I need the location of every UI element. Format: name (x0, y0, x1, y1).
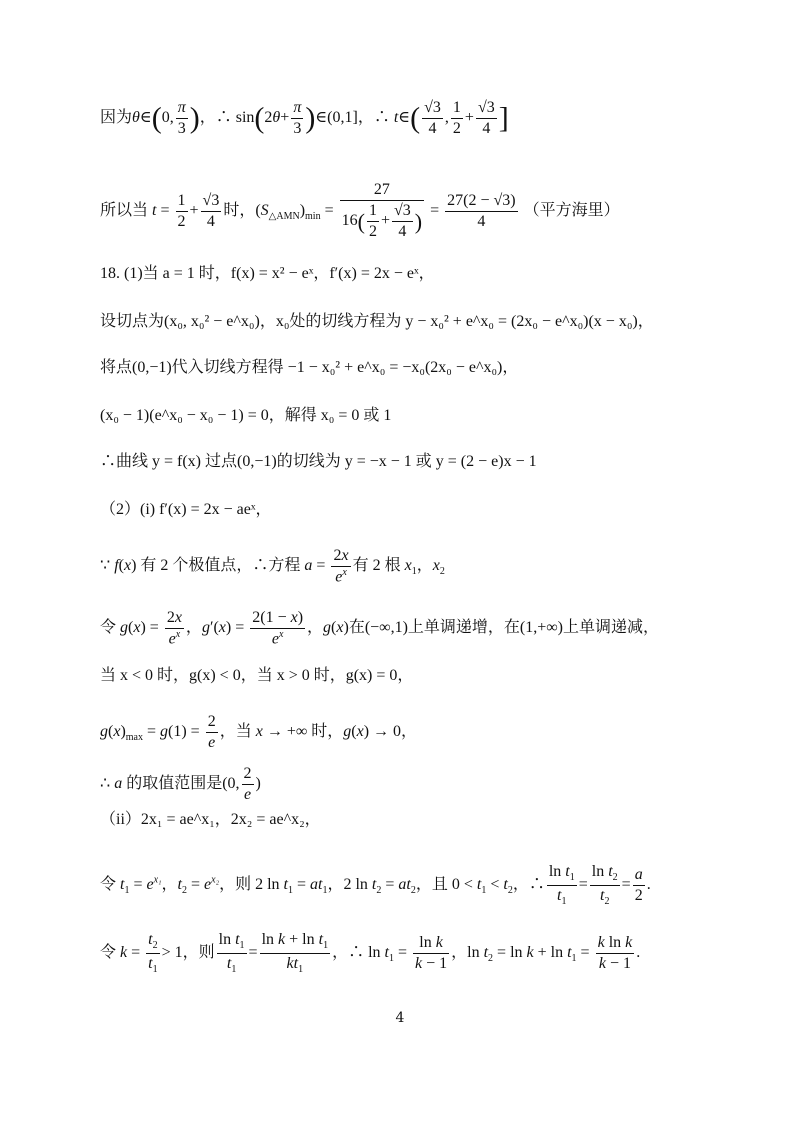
line-7: ∴曲线 y = f(x) 过点(0,−1)的切线为 y = −x − 1 或 y = (2 − e)x − 1 (100, 453, 537, 470)
line-13 (100, 764, 740, 805)
line-14: （ii）2x₁ = ae^x₁，2x₂ = ae^x₂， (100, 811, 321, 828)
line-5: 将点(0,−1)代入切线方程得 −1 − x₀² + e^x₀ = −x₀(2x₀ − e^x₀)， (100, 359, 519, 376)
line-2 (100, 180, 740, 242)
line-15-text: 令 $t_1 = e^{x_1}$，$t_2 = e^{x_2}$，则 2 $\ln t_1 = at_1$，2 $\ln t_2 = at_2$，且 $0 < t_1 < t_2$，∴ $\frac{\ln t_1}{t_1}$ = $\frac{\ln t_2}{t_2}$ = $\frac{a}{2}$ . (100, 863, 651, 907)
line-4: 设切点为(x₀, x₀² − e^x₀)，x₀处的切线方程为 y − x₀² + e^x₀ = (2x₀ − e^x₀)(x − x₀)， (100, 313, 654, 330)
line-10-text: 令 g(x) = $\frac{2x}{e^x}$ ，g′(x) = $\frac{2(1 - x)}{e^x}$ ，g(x)在(−∞,1)上单调递增，在(1,+∞)上单调递减， (100, 609, 659, 648)
line-10 (100, 608, 740, 649)
line-11: 当 x < 0 时，g(x) < 0，当 x > 0 时，g(x) = 0， (100, 667, 414, 684)
line-3: 18. (1)当 a = 1 时，f(x) = x² − eˣ，f′(x) = 2x − eˣ， (100, 265, 435, 282)
line-13-text: ∴ a 的取值范围是(0, $\frac{2}{e}$ ) (100, 765, 261, 803)
line-12 (100, 712, 740, 753)
line-16-text: 令 k = $\frac{t_2}{t_1}$ > 1，则 $\frac{\ln t_1}{t_1}$ = $\frac{\ln k + \ln t_1}{kt_1}$ ，∴ $\ln t_1$ = $\frac{\text{ln k}}{k - 1}$ ，$\ln t_2 = \ln k + \ln t_1$ = $\frac{\text{k ln k}}{k - 1}$ . (100, 931, 641, 975)
line-6: (x₀ − 1)(e^x₀ − x₀ − 1) = 0，解得 x₀ = 0 或 1 (100, 407, 392, 424)
line-1-text: 因为θ∈(0, $\frac{\pi}{3}$ )，∴ sin(2θ+ $\frac{\pi}{3}$ )∈(0,1]，∴ t∈( $\frac{√3}{4}$ , $\frac{1}{2}$ + $\frac{√3}{4}$ ] (100, 99, 509, 137)
line-15 (100, 862, 740, 908)
page-number: 4 (395, 1010, 405, 1026)
line-2-text: 所以当 t = $\frac{1}{2}$ + $\frac{√3}{4}$ 时，$(S_{\triangle AMN})_{min}$ = 27 16( $\frac{1}{2}$ + $\frac{√3}{4}$ ) = $\frac{27(2 - √3)}{4}$ （平方海里） (100, 181, 620, 240)
line-9 (100, 546, 740, 587)
line-1 (100, 98, 740, 139)
line-9-text: ∵ f(x) 有 2 个极值点，∴方程 a = $\frac{2x}{e^x}$ 有 2 根 $x_1$，$x_2$ (100, 547, 445, 586)
line-16 (100, 930, 740, 976)
line-12-text: $g(x)_{max} = g(1)$ = $\frac{2}{e}$ ，当 x → +∞ 时，g(x) → 0， (100, 713, 418, 751)
line-8: （2）(i) f′(x) = 2x − aeˣ， (100, 501, 272, 518)
